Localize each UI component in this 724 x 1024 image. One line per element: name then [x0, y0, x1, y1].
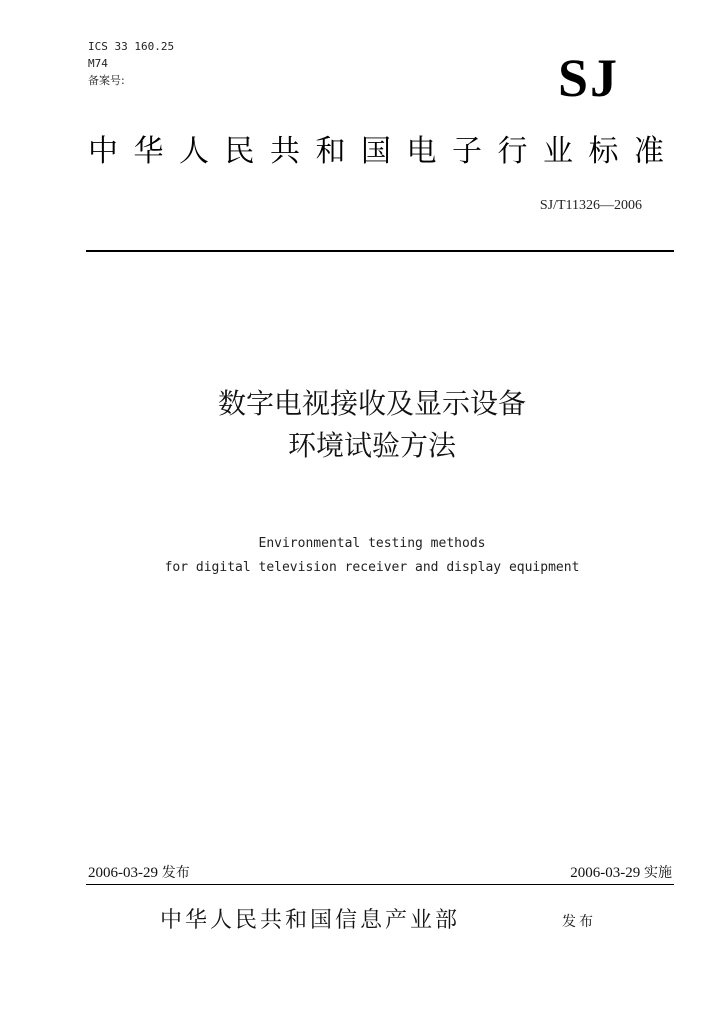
issue-date-value: 2006-03-29	[88, 865, 158, 881]
issue-date	[88, 862, 190, 884]
document-title-line-1: 数字电视接收及显示设备	[217, 387, 526, 420]
english-title-line-1: Environmental testing methods	[258, 536, 486, 551]
filing-number-label: 备案号:	[88, 74, 125, 87]
sj-logo: SJ	[558, 48, 620, 108]
implementation-date-value: 2006-03-29	[570, 865, 641, 881]
issue-date-label: 发布	[161, 865, 190, 881]
header-divider	[86, 250, 674, 252]
implementation-date	[570, 862, 672, 884]
issuing-authority-suffix: 发布	[562, 914, 596, 930]
issuing-authority: 中华人民共和国信息产业部	[160, 908, 461, 933]
ics-code: ICS 33 160.25	[88, 40, 175, 53]
classification-code: M74	[88, 57, 108, 70]
footer-divider	[86, 884, 674, 885]
document-title-line-2: 环境试验方法	[287, 429, 456, 462]
industry-standard-title: 中华人民共和国电子行业标准	[88, 134, 680, 169]
implementation-date-label: 实施	[644, 865, 672, 881]
standard-number: SJ/T11326—2006	[539, 198, 642, 213]
english-title-line-2: for digital television receiver and display equipment	[164, 560, 580, 575]
